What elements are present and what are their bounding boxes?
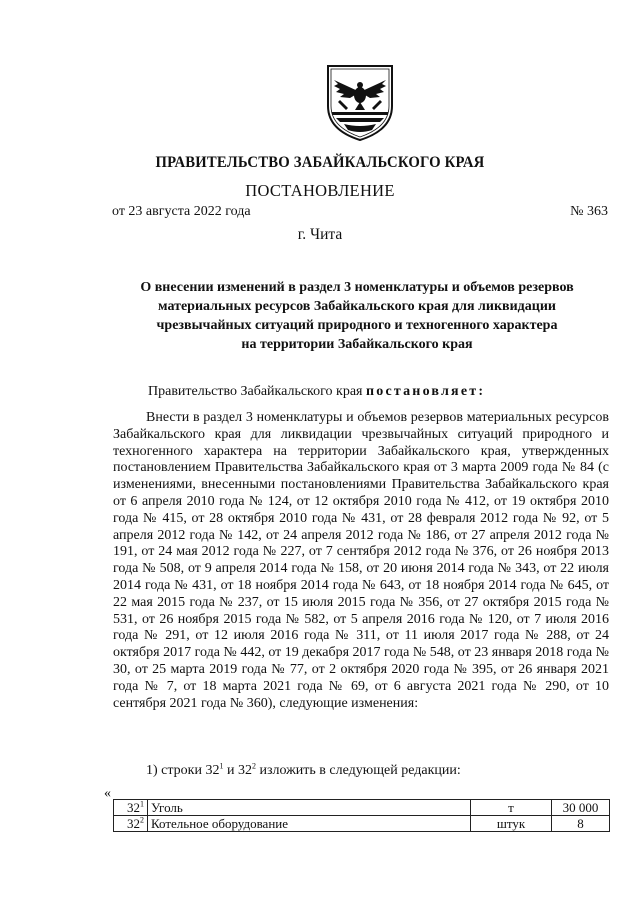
item-1	[146, 763, 461, 779]
item-1-sup-1: 1	[219, 761, 224, 771]
item-1-prefix: 1) строки 32	[146, 763, 220, 778]
row-number: $32^1$	[114, 800, 148, 816]
title-line: на территории Забайкальского края	[241, 337, 473, 352]
title-line: материальных ресурсов Забайкальского края для ликвидации	[158, 299, 556, 314]
document-type: ПОСТАНОВЛЕНИЕ	[245, 181, 395, 200]
document-city: г. Чита	[297, 226, 343, 243]
organization-heading: ПРАВИТЕЛЬСТВО ЗАБАЙКАЛЬСКОГО КРАЯ	[155, 154, 485, 171]
open-quote: «	[104, 786, 111, 801]
row-quantity: 8	[552, 816, 610, 832]
resources-table	[113, 799, 610, 832]
row-name: Уголь	[148, 800, 471, 816]
item-1-suffix: изложить в следующей редакции:	[255, 763, 461, 778]
decree-line	[148, 384, 485, 400]
coat-of-arms-icon	[322, 62, 398, 142]
item-1-sup-2: 2	[251, 761, 256, 771]
row-name: Котельное оборудование	[148, 816, 471, 832]
row-number: $32^2$	[114, 816, 148, 832]
decree-lead: Правительство Забайкальского края	[148, 384, 363, 399]
document-title	[118, 278, 596, 354]
document-number: № 363	[570, 204, 608, 219]
table-row	[114, 800, 610, 816]
row-quantity: 30 000	[552, 800, 610, 816]
document-date: от 23 августа 2022 года	[112, 204, 251, 219]
body-paragraph: Внести в раздел 3 номенклатуры и объемов резервов материальных ресурсов Забайкальского края для ликвидации чрезвычайных ситуаций природного и техногенного характера на территории Забайкальского края, утвержденных постановлением Правительства Забайкальского края от 3 марта 2009 года № 84 (с изменениями, внесенными постановлениями Правительства Забайкальского края от 6 апреля 2010 года № 124, от 12 октября 2010 года № 412, от 19 октября 2010 года № 415, от 28 октября 2010 года № 431, от 28 февраля 2012 года № 92, от 5 апреля 2012 года № 142, от 24 апреля 2012 года № 186, от 27 апреля 2012 года № 191, от 24 мая 2012 года № 227, от 7 сентября 2012 года № 376, от 26 ноября 2013 года № 508, от 9 апреля 2014 года № 158, от 20 июня 2014 года № 343, от 22 июля 2014 года № 431, от 18 ноября 2014 года № 643, от 18 ноября 2014 года № 645, от 22 мая 2015 года № 237, от 15 июля 2015 года № 356, от 27 октября 2015 года № 531, от 26 ноября 2015 года № 582, от 5 апреля 2016 года № 120, от 7 июля 2016 года № 291, от 12 июля 2016 года № 311, от 11 июля 2017 года № 288, от 24 октября 2017 года № 442, от 19 декабря 2017 года № 548, от 23 января 2018 года № 30, от 25 марта 2019 года № 77, от 2 октября 2020 года № 395, от 26 января 2021 года № 7, от 18 марта 2021 года № 69, от 6 августа 2021 года № 290, от 10 сентября 2021 года № 360), следующие изменения:	[113, 410, 609, 711]
coat-of-arms	[322, 62, 398, 142]
item-1-mid: и 32	[223, 763, 252, 778]
row-unit: т	[471, 800, 552, 816]
title-line: чрезвычайных ситуаций природного и техногенного характера	[156, 318, 558, 333]
title-line: О внесении изменений в раздел 3 номенклатуры и объемов резервов	[140, 280, 574, 295]
table-row	[114, 816, 610, 832]
decree-verb: постановляет:	[365, 384, 486, 399]
row-unit: штук	[471, 816, 552, 832]
